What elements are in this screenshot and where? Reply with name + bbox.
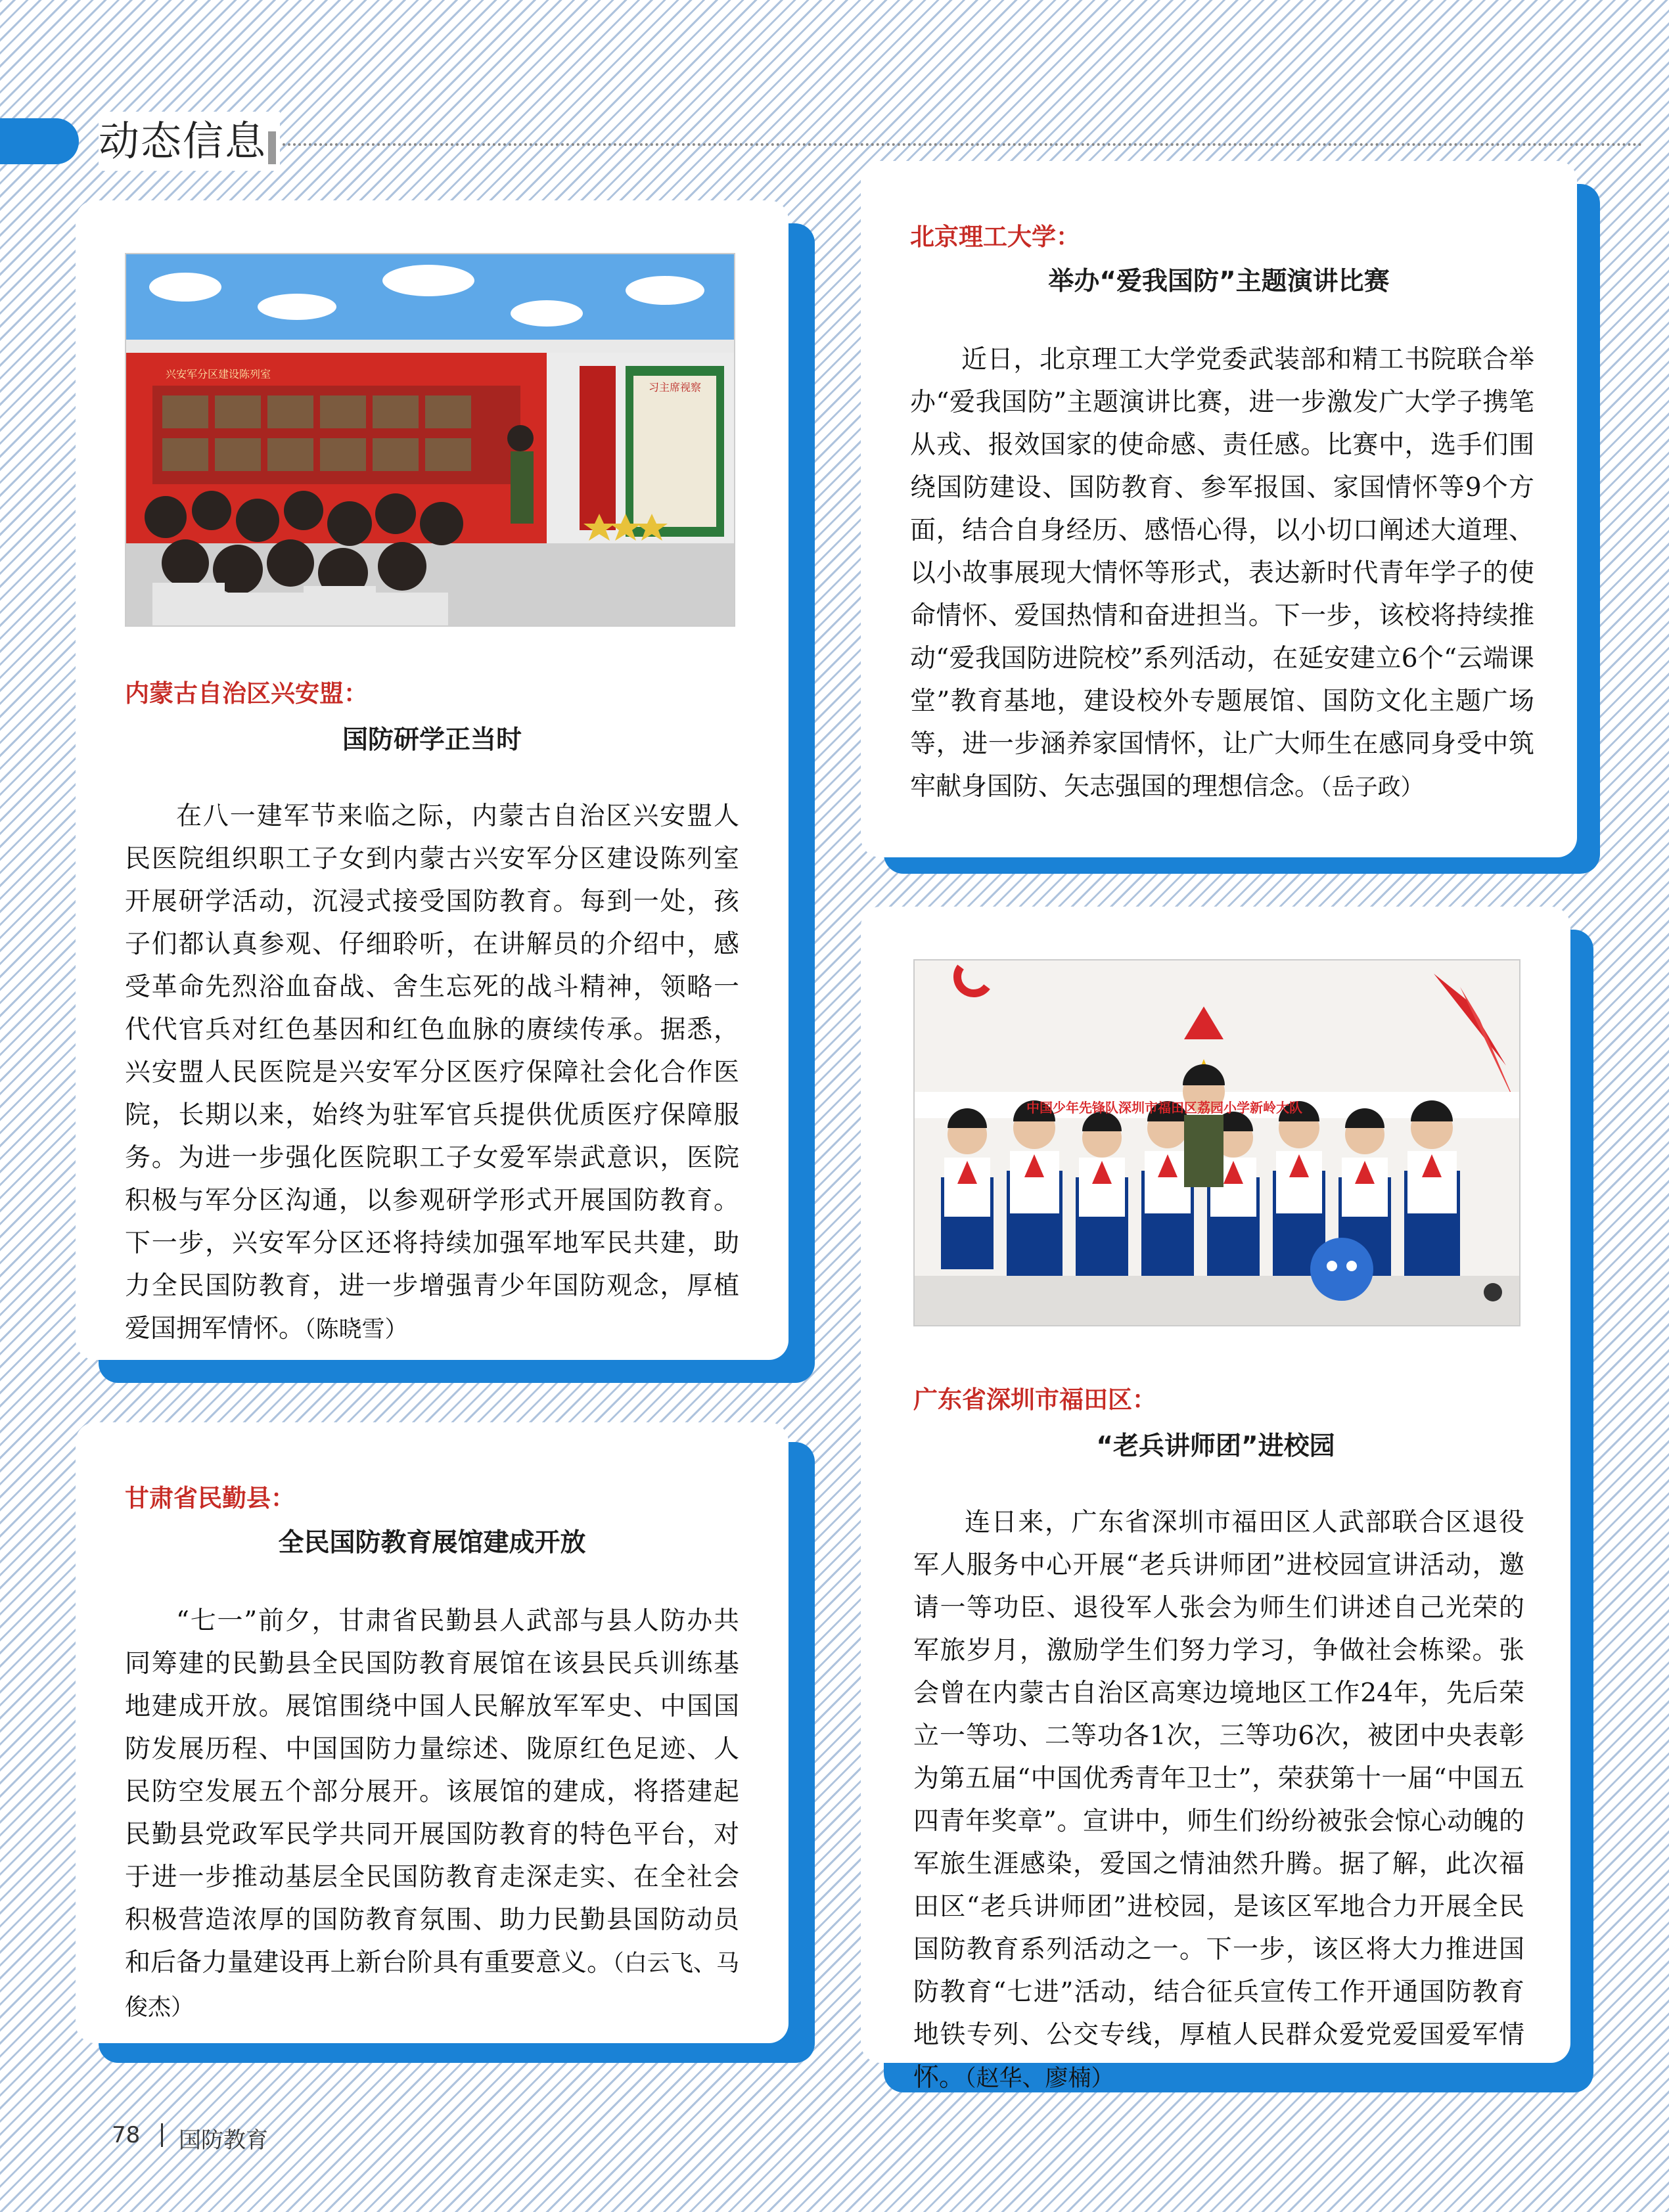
classroom-photo-illustration bbox=[915, 960, 1519, 1325]
article-body-text: 近日，北京理工大学党委武装部和精工书院联合举办“爱我国防”主题演讲比赛，进一步激发广大学子携笔从戎、报效国家的使命感、责任感。比赛中，选手们围绕国防建设、国防教育、参军报国、家国情怀等9个方面，结合自身经历、感悟心得，以小切口阐述大道理、以小故事展现大情怀等形式，表达新时代青年学子的使命情怀、爱国热情和奋进担当。下一步，该校将持续推动“爱我国防进院校”系列活动，在延安建立6个“云端课堂”教育基地，建设校外专题展馆、国防文化主题广场等，进一步涵养家国情怀，让广大师生在感同身受中筑牢献身国防、矢志强国的理想信念。 bbox=[910, 345, 1534, 801]
section-title-rule bbox=[283, 143, 1643, 146]
section-title-tick bbox=[268, 131, 276, 164]
photo-wall-text: 兴安军分区建设陈列室 bbox=[166, 368, 271, 380]
photo-banner-text: 中国少年先锋队深圳市福田区荔园小学新岭大队 bbox=[1026, 1100, 1302, 1116]
article-headline: 全民国防教育展馆建成开放 bbox=[278, 1528, 586, 1558]
article-headline: “老兵讲师团”进校园 bbox=[1096, 1432, 1335, 1461]
article-body-text: 连日来，广东省深圳市福田区人武部联合区退役军人服务中心开展“老兵讲师团”进校园宣讲活动，邀请一等功臣、退役军人张会为师生们讲述自己光荣的军旅岁月，激励学生们努力学习，争做社会栋梁。张会曾在内蒙古自治区高寒边境地区工作24年，先后荣立一等功、二等功各1次，三等功6次，被团中央表彰为第五届“中国优秀青年卫士”，荣获第十一届“中国五四青年奖章”。宣讲中，师生们纷纷被张会惊心动魄的军旅生涯感染，爱国之情油然升腾。据了解，此次福田区“老兵讲师团”进校园，是该区军地合力开展全民国防教育系列活动之一。下一步，该区将大力推进国防教育“七进”活动，结合征兵宣传工作开通国防教育地铁专列、公交专线，厚植人民群众爱党爱国爱军情怀。 bbox=[913, 1508, 1524, 2092]
magazine-name: 国防教育 bbox=[179, 2127, 268, 2154]
article-body bbox=[125, 1600, 739, 2029]
page-number: 78 bbox=[112, 2122, 141, 2148]
photo-veteran-with-students bbox=[913, 959, 1520, 1326]
article-body bbox=[125, 795, 739, 1351]
photo-exhibition-visit bbox=[125, 253, 735, 627]
article-card-minqin bbox=[76, 1422, 789, 2043]
exhibition-photo-illustration bbox=[126, 254, 734, 625]
article-kicker: 甘肃省民勤县： bbox=[125, 1484, 295, 1512]
article-body bbox=[910, 338, 1534, 809]
article-card-bit bbox=[861, 161, 1577, 857]
article-headline: 举办“爱我国防”主题演讲比赛 bbox=[1048, 267, 1390, 296]
footer-separator bbox=[161, 2123, 163, 2147]
article-byline: （陈晓雪） bbox=[304, 1317, 408, 1343]
article-card-futian bbox=[861, 907, 1570, 2092]
article-headline: 国防研学正当时 bbox=[342, 725, 522, 755]
article-kicker: 北京理工大学： bbox=[910, 223, 1080, 251]
section-title: 动态信息 bbox=[99, 112, 280, 171]
article-byline: （赵华、廖楠） bbox=[965, 2065, 1114, 2092]
article-body-text: 在八一建军节来临之际，内蒙古自治区兴安盟人民医院组织职工子女到内蒙古兴安军分区建设陈列室开展研学活动，沉浸式接受国防教育。每到一处，孩子们都认真参观、仔细聆听，在讲解员的介绍中，感受革命先烈浴血奋战、舍生忘死的战斗精神，领略一代代官兵对红色基因和红色血脉的赓续传承。据悉，兴安盟人民医院是兴安军分区医疗保障社会化合作医院，长期以来，始终为驻军官兵提供优质医疗保障服务。为进一步强化医院职工子女爱军崇武意识，医院积极与军分区沟通，以参观研学形式开展国防教育。下一步，兴安军分区还将持续加强军地军民共建，助力全民国防教育，进一步增强青少年国防观念，厚植爱国拥军情怀。 bbox=[125, 801, 739, 1343]
article-card-inner-mongolia bbox=[76, 200, 789, 1360]
photo-sign-text: 习主席视察 bbox=[648, 381, 701, 394]
section-marker-bar bbox=[0, 118, 79, 164]
article-body bbox=[913, 1501, 1524, 2100]
article-byline: （岳子政） bbox=[1320, 775, 1424, 801]
article-kicker: 内蒙古自治区兴安盟： bbox=[125, 679, 368, 708]
article-byline: （白云飞、马俊杰） bbox=[125, 1951, 739, 2021]
article-kicker: 广东省深圳市福田区： bbox=[913, 1386, 1156, 1414]
article-body-text: “七一”前夕，甘肃省民勤县人武部与县人防办共同筹建的民勤县全民国防教育展馆在该县民兵训练基地建成开放。展馆围绕中国人民解放军军史、中国国防发展历程、中国国防力量综述、陇原红色足迹、人民防空发展五个部分展开。该展馆的建成，将搭建起民勤县党政军民学共同开展国防教育的特色平台，对于进一步推动基层全民国防教育走深走实、在全社会积极营造浓厚的国防教育氛围、助力民勤县国防动员和后备力量建设再上新台阶具有重要意义。 bbox=[125, 1606, 739, 1977]
